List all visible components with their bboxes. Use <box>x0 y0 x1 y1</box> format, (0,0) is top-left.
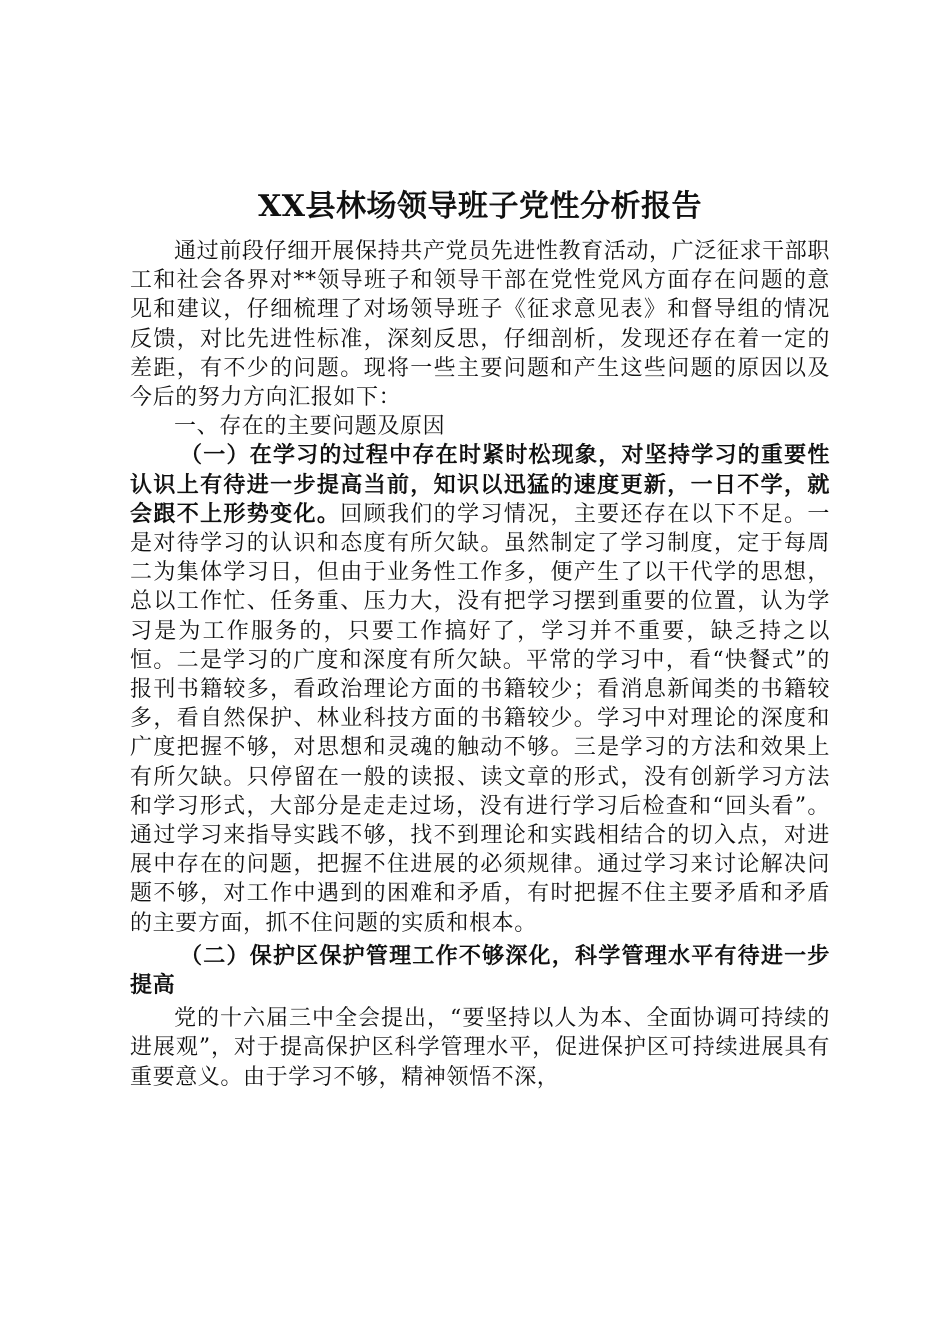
subsection-2-heading: （二）保护区保护管理工作不够深化，科学管理水平有待进一步提高 <box>130 942 830 999</box>
subsection-2-body: 党的十六届三中全会提出，“要坚持以人为本、全面协调可持续的进展观”，对于提高保护区科学管理水平，促进保护区可持续进展具有重要意义。由于学习不够，精神领悟不深， <box>130 1006 830 1090</box>
document-page <box>130 185 830 1092</box>
subsection-1-heading: （一）在学习的过程中存在时紧时松现象，对坚持学习的重要性认识上有待进一步提高当前，知识以迅猛的速度更新，一日不学，就会跟不上形势变化。 <box>130 442 830 527</box>
section-heading-1: 一、存在的主要问题及原因 <box>174 414 446 440</box>
intro-paragraph: 通过前段仔细开展保持共产党员先进性教育活动，广泛征求干部职工和社会各界对**领导班子和领导干部在党性党风方面存在问题的意见和建议，仔细梳理了对场领导班子《征求意见表》和督导组的情况反馈，对比先进性标准，深刻反思，仔细剖析，发现还存在着一定的差距，有不少的问题。现将一些主要问题和产生这些问题的原因以及今后的努力方向汇报如下： <box>130 239 830 411</box>
document-title: XX县林场领导班子党性分析报告 <box>257 189 703 224</box>
subsection-1-paragraph <box>130 441 830 937</box>
subsection-1-body: 回顾我们的学习情况，主要还存在以下不足。一是对待学习的认识和态度有所欠缺。虽然制定了学习制度，定于每周二为集体学习日，但由于业务性工作多，便产生了以干代学的思想，总以工作忙、任务重、压力大，没有把学习摆到重要的位置，认为学习是为工作服务的，只要工作搞好了，学习并不重要，缺乏持之以恒。二是学习的广度和深度有所欠缺。平常的学习中，看“快餐式”的报刊书籍较多，看政治理论方面的书籍较少；看消息新闻类的书籍较多，看自然保护、林业科技方面的书籍较少。学习中对理论的深度和广度把握不够，对思想和灵魂的触动不够。三是学习的方法和效果上有所欠缺。只停留在一般的读报、读文章的形式，没有创新学习方法和学习形式，大部分是走走过场，没有进行学习后检查和“回头看”。通过学习来指导实践不够，找不到理论和实践相结合的切入点，对进展中存在的问题，把握不住进展的必须规律。通过学习来讨论解决问题不够，对工作中遇到的困难和矛盾，有时把握不住主要矛盾和矛盾的主要方面，抓不住问题的实质和根本。 <box>130 501 830 936</box>
